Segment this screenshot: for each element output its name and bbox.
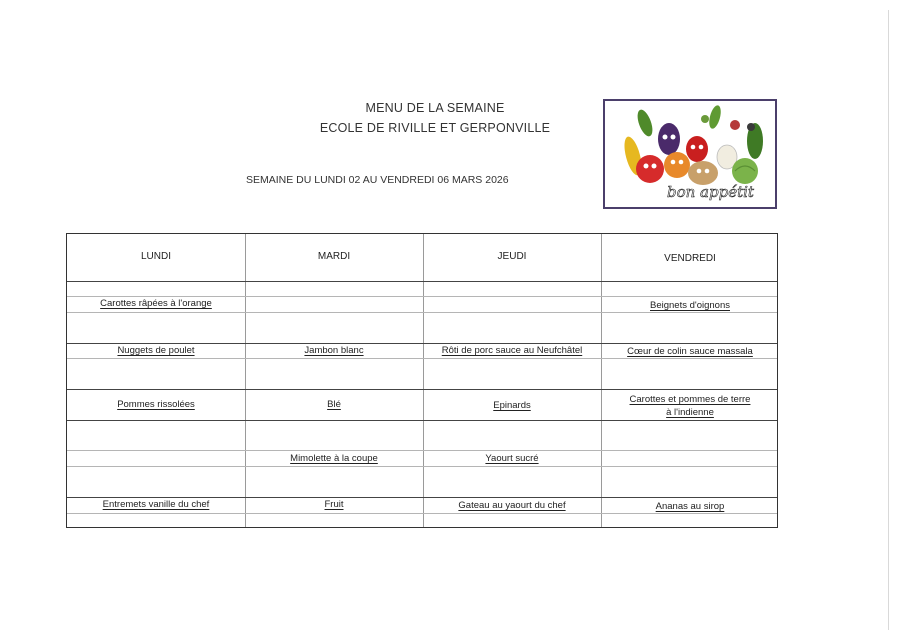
page-edge-line: [888, 10, 889, 630]
row-divider: [67, 312, 777, 313]
column-divider: [601, 234, 602, 527]
school-name: ECOLE DE RIVILLE ET GERPONVILLE: [319, 121, 551, 135]
menu-cell: Cœur de colin sauce massala: [627, 346, 753, 357]
row-divider: [67, 358, 777, 359]
menu-cell: Jambon blanc: [304, 345, 364, 356]
menu-cell: Entremets vanille du chef: [102, 499, 210, 510]
menu-cell: Blé: [327, 399, 341, 410]
day-header-jeudi: JEUDI: [497, 251, 527, 262]
row-divider: [67, 389, 777, 390]
week-range: SEMAINE DU LUNDI 02 AU VENDREDI 06 MARS 2026: [246, 174, 509, 186]
day-header-lundi: LUNDI: [140, 251, 171, 262]
menu-cell: Epinards: [493, 400, 531, 411]
row-divider: [67, 281, 777, 282]
menu-title: MENU DE LA SEMAINE: [365, 101, 505, 115]
row-divider: [67, 420, 777, 421]
menu-cell: Gateau au yaourt du chef: [458, 500, 566, 511]
day-header-mardi: MARDI: [317, 251, 351, 262]
menu-cell: Carottes râpées à l'orange: [100, 298, 212, 309]
menu-cell: Yaourt sucré: [485, 453, 539, 464]
row-divider: [67, 513, 777, 514]
column-divider: [423, 234, 424, 527]
menu-cell: Ananas au sirop: [655, 501, 725, 512]
menu-cell: Rôti de porc sauce au Neufchâtel: [441, 345, 583, 356]
day-header-vendredi: VENDREDI: [664, 253, 716, 264]
menu-cell: Carottes et pommes de terre à l'indienne: [629, 394, 751, 418]
menu-cell: Beignets d'oignons: [650, 300, 730, 311]
menu-cell: Pommes rissolées: [117, 399, 195, 410]
menu-cell: Fruit: [324, 499, 344, 510]
row-divider: [67, 466, 777, 467]
menu-cell: Nuggets de poulet: [117, 345, 195, 356]
row-divider: [67, 450, 777, 451]
column-divider: [245, 234, 246, 527]
bon-appetit-logo: [603, 99, 777, 209]
menu-table: [66, 233, 778, 528]
vegetables-illustration: [605, 101, 775, 207]
menu-cell: Mimolette à la coupe: [290, 453, 378, 464]
logo-caption: bon appétit: [667, 183, 754, 201]
